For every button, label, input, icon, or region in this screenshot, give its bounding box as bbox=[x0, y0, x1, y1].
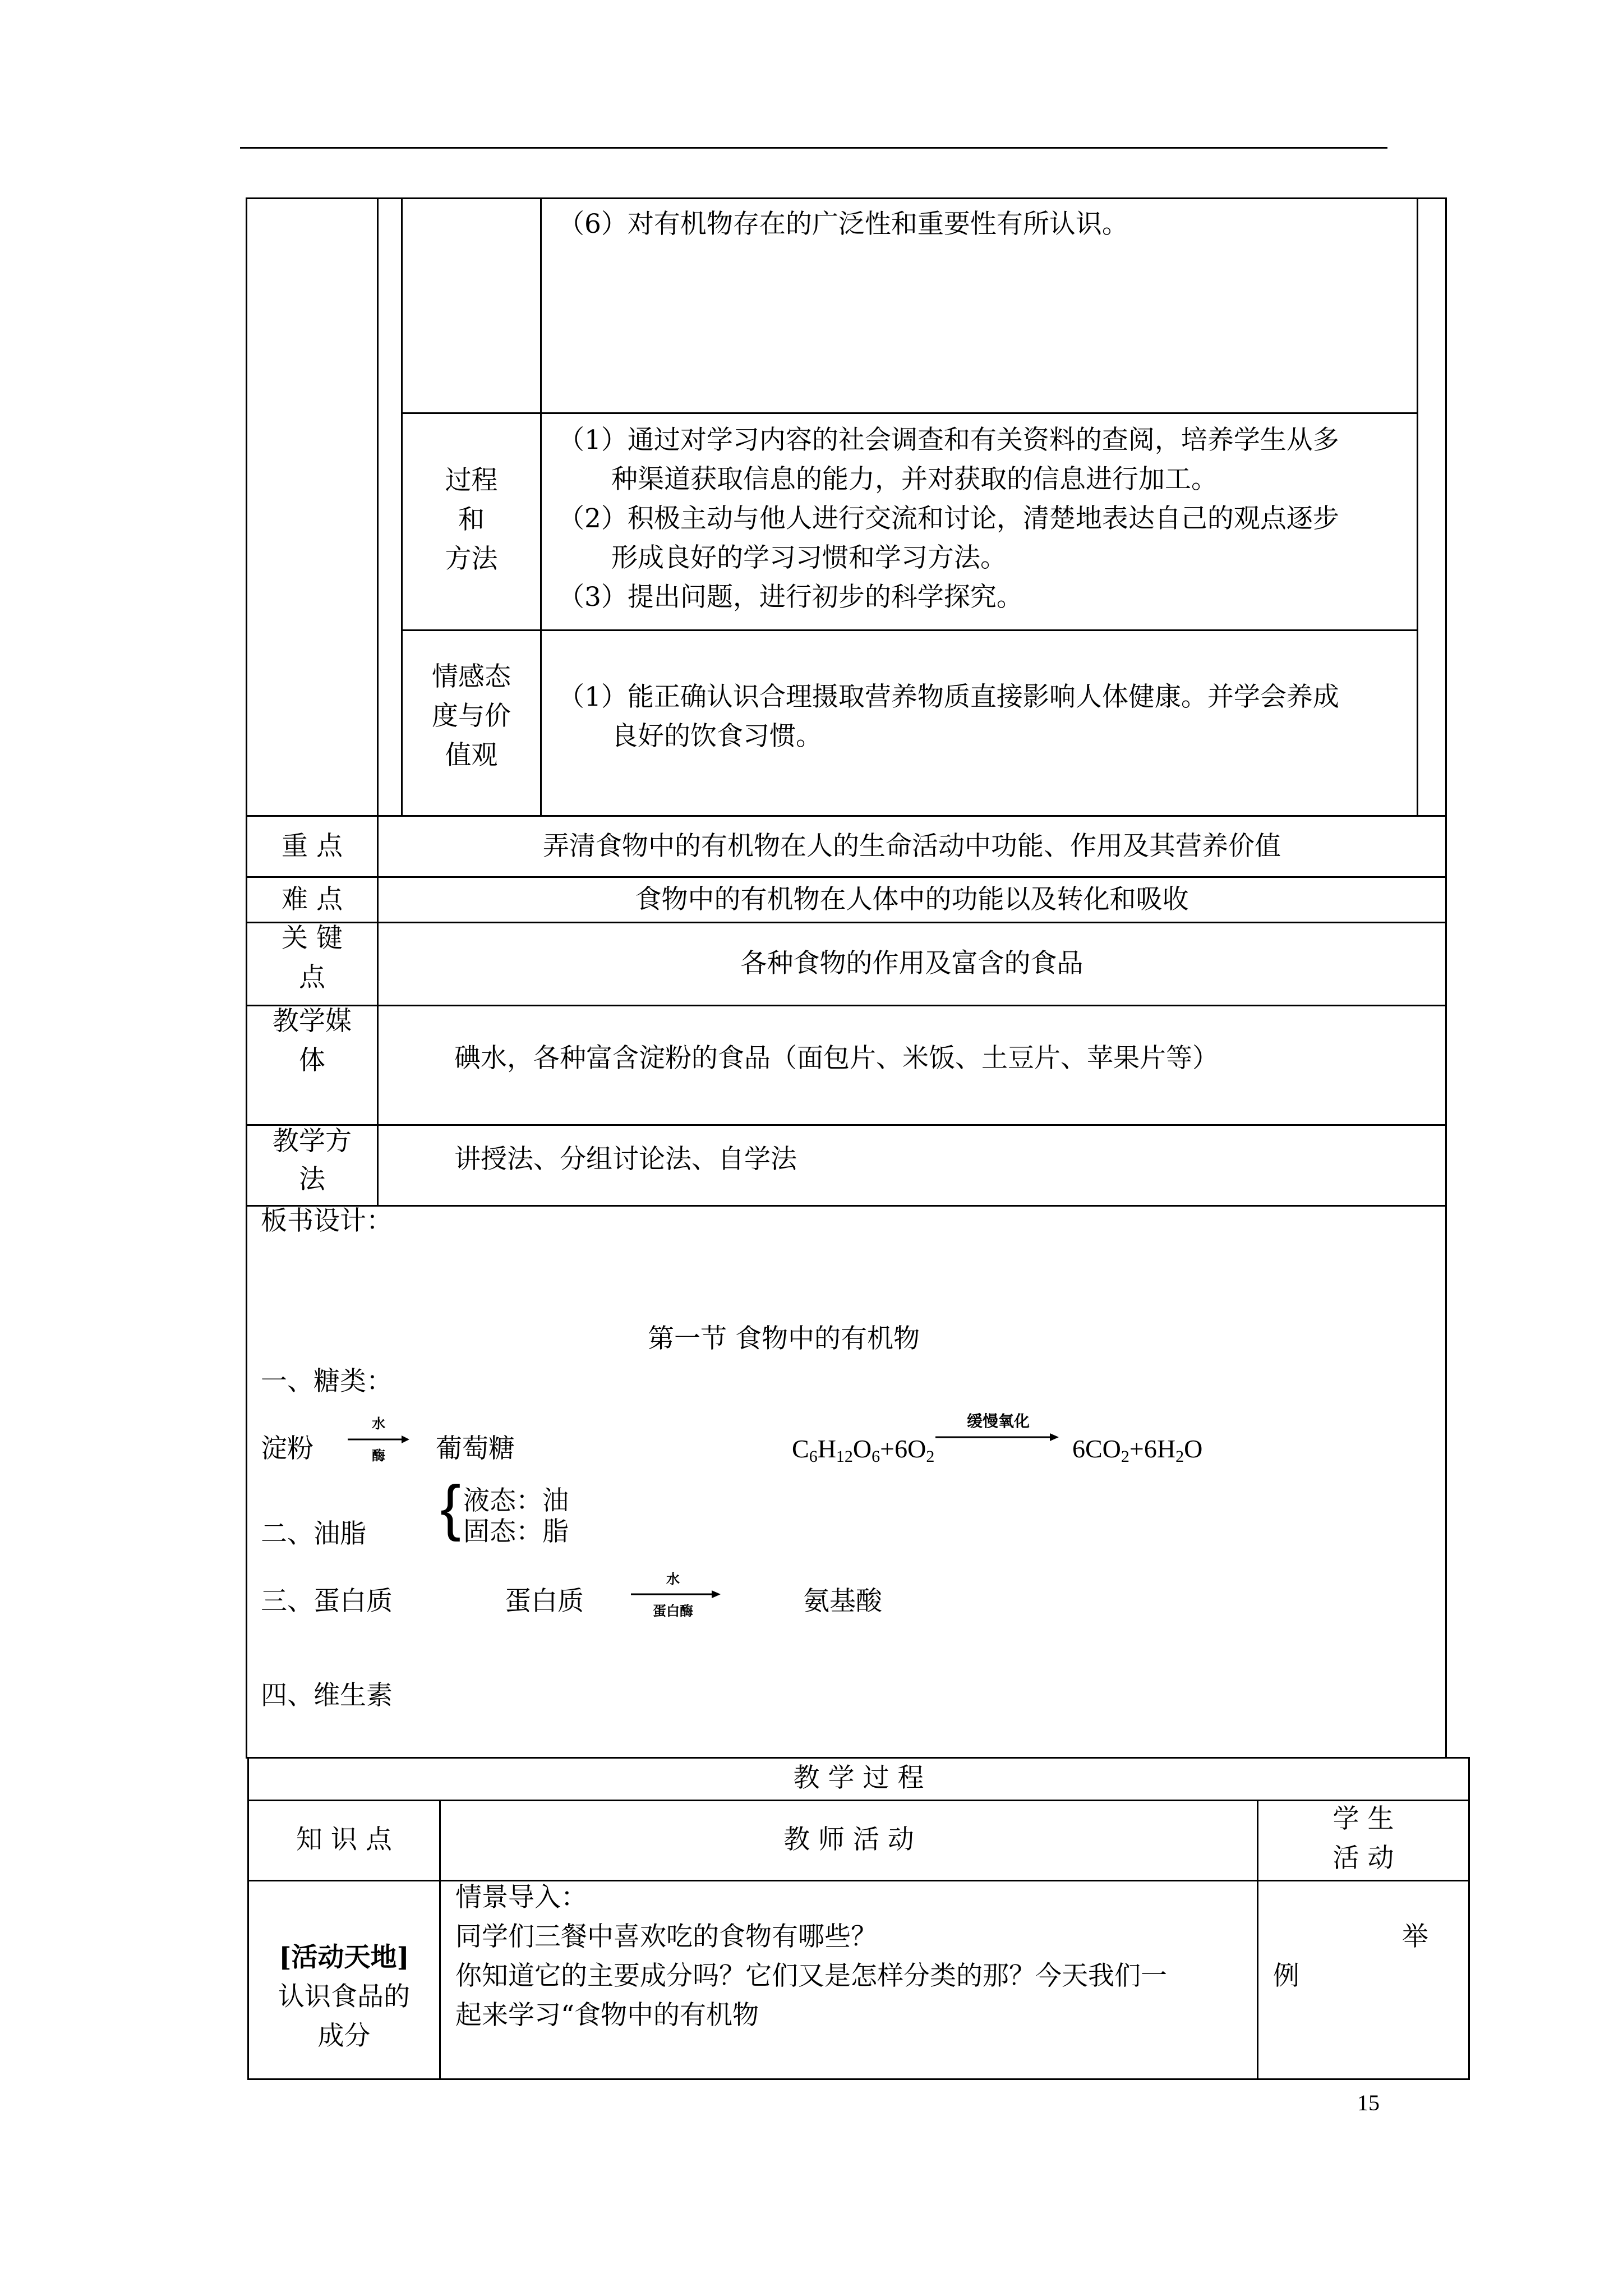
objective-item-6: （6）对有机物存在的广泛性和重要性有所认识。 bbox=[558, 209, 1128, 240]
protein-text: 蛋白质 bbox=[505, 1586, 584, 1617]
difficulty-label: 难 点 bbox=[282, 884, 343, 915]
process-table-title: 教 学 过 程 bbox=[793, 1763, 924, 1793]
glucose-text: 葡萄糖 bbox=[436, 1433, 515, 1464]
amino-acid-text: 氨基酸 bbox=[803, 1586, 882, 1617]
difficulty-value: 食物中的有机物在人体中的功能以及转化和吸收 bbox=[635, 884, 1189, 915]
protein-label: 三、蛋白质 bbox=[261, 1586, 393, 1617]
brace-symbol: { bbox=[440, 1473, 461, 1542]
crux-value: 各种食物的作用及富含的食品 bbox=[740, 948, 1083, 979]
header-knowledge: 知 识 点 bbox=[296, 1824, 392, 1855]
key-point-label: 重 点 bbox=[282, 831, 343, 862]
board-title: 第一节 食物中的有机物 bbox=[648, 1323, 920, 1354]
method-value: 讲授法、分组讨论法、自学法 bbox=[454, 1144, 797, 1175]
oxidation-products-formula: $6CO_2+6H_2O$ bbox=[1072, 1434, 1203, 1466]
header-teacher-activity: 教 师 活 动 bbox=[783, 1824, 914, 1855]
header-rule bbox=[240, 147, 1387, 149]
liquid-oil-text: 液态：油 bbox=[463, 1485, 569, 1515]
starch-text: 淀粉 bbox=[261, 1433, 313, 1464]
media-value: 碘水，各种富含淀粉的食品（面包片、米饭、土豆片、苹果片等） bbox=[454, 1043, 1219, 1074]
sugar-label: 一、糖类： bbox=[261, 1366, 393, 1397]
fat-label: 二、油脂 bbox=[261, 1519, 366, 1549]
glucose-formula: $C_6H_{12}O_6+6O_2$ bbox=[792, 1434, 935, 1466]
page-number: 15 bbox=[1357, 2090, 1380, 2115]
vitamin-label: 四、维生素 bbox=[261, 1680, 393, 1711]
board-heading: 板书设计： bbox=[261, 1205, 393, 1236]
key-point-value: 弄清食物中的有机物在人的生命活动中功能、作用及其营养价值 bbox=[543, 831, 1281, 862]
solid-fat-text: 固态：脂 bbox=[463, 1516, 569, 1546]
